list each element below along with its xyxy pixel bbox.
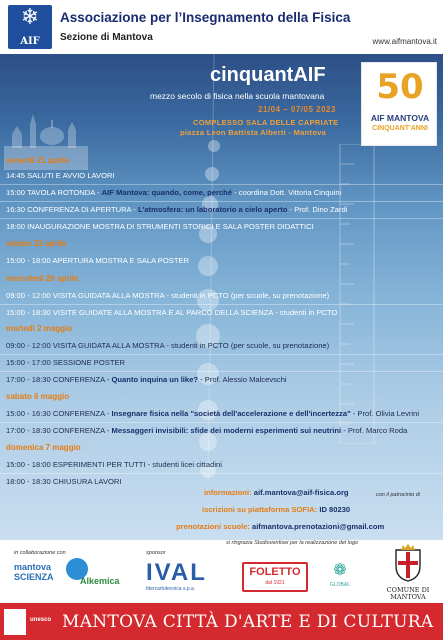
program-item: 15:00 - 18:30 VISITE GUIDATE ALLA MOSTRA E AL PARCO DELLA SCIENZA - studenti in PCTO <box>6 308 338 317</box>
program-item: 14:45 SALUTI E AVVIO LAVORI <box>6 171 115 180</box>
program-item: 17:00 - 18:30 CONFERENZA - Quanto inquina un like? - Prof. Alessio Malcevschi <box>6 375 287 384</box>
program-item: 15:00 - 16:30 CONFERENZA - Insegnare fisica nella "società dell'accelerazione e dell'incertezza" - Prof. Olivia Levrini <box>6 409 420 418</box>
program-item: 15:00 - 18:00 ESPERIMENTI PER TUTTI - studenti licei cittadini <box>6 460 222 469</box>
thanks-text: si ringrazia Studioventisei per la realizzazione del logo <box>226 540 359 546</box>
partners-area <box>0 540 443 603</box>
day-heading: venerdì 21 aprile <box>6 156 70 165</box>
program-item: 15:00 TAVOLA ROTONDA - AIF Mantova: quando, come, perché - coordina Dott. Vittoria Cinquini <box>6 188 342 197</box>
badge-name: AIF MANTOVA <box>370 113 430 123</box>
header <box>0 0 443 54</box>
program-item: 09:00 - 12:00 VISITA GUIDATA ALLA MOSTRA - studenti in PCTO (per scuole, su prenotazione) <box>6 341 330 350</box>
alkemica-logo: Alkemica <box>80 576 120 586</box>
email-link[interactable]: aif.mantova@aif-fisica.org <box>253 488 349 497</box>
program-item: 09:00 - 12:00 VISITA GUIDATA ALLA MOSTRA - studenti in PCTO (per scuole, su prenotazione) <box>6 291 330 300</box>
aif-logo <box>8 5 52 49</box>
org-title: Associazione per l’Insegnamento della Fisica <box>60 10 351 25</box>
badge-number: 50 <box>376 67 424 107</box>
program-item: 15:00 - 18:00 APERTURA MOSTRA E SALA POSTER <box>6 256 190 265</box>
footer-slogan: MANTOVA CITTÀ D'ARTE E DI CULTURA <box>62 612 434 632</box>
day-heading: mercoledì 26 aprile <box>6 274 79 283</box>
program-item: 18:00 - 18:30 CHIUSURA LAVORI <box>6 477 122 486</box>
footer-logos <box>4 607 58 637</box>
anniversary-badge <box>361 62 437 146</box>
unesco-logo: unesco <box>30 617 52 623</box>
aif-logo-text: AIF <box>20 36 40 47</box>
snowflake-icon: ❄ <box>20 5 40 30</box>
school-email-link[interactable]: aifmantova.prenotazioni@gmail.com <box>251 522 385 531</box>
event-dates: 21/04 – 07/05 2023 <box>258 105 336 114</box>
foletto-logo: FOLETTO dal 1921 <box>242 562 308 592</box>
program-panel <box>0 54 443 540</box>
program-item: 15:00 - 17:00 SESSIONE POSTER <box>6 358 126 367</box>
event-title: cinquantAIF <box>210 64 326 86</box>
mantova-shield-icon <box>4 609 26 635</box>
leaf-icon: ❁ <box>333 562 347 579</box>
collab-label: in collaborazione con <box>14 550 66 556</box>
info-schools: prenotazioni scuole: aifmantova.prenotazioni@gmail.com <box>176 522 385 531</box>
program-item: 18:00 INAUGURAZIONE MOSTRA DI STRUMENTI STORICI E SALA POSTER DIDATTICI <box>6 222 314 231</box>
event-venue: COMPLESSO SALA DELLE CAPRIATE <box>193 118 339 127</box>
program-item: 17:00 - 18:30 CONFERENZA - Messaggeri invisibili: sfide dei moderni esperimenti sui neutrini - Prof. Marco Roda <box>6 426 408 435</box>
day-heading: sabato 22 aprile <box>6 239 67 248</box>
event-place: piazza Leon Battista Alberti - Mantova <box>180 128 327 137</box>
ival-logo: IVAL Ittercartotecnica s.p.a. <box>146 559 207 592</box>
info-email: informazioni: aif.mantova@aif-fisica.org <box>204 488 349 497</box>
badge-subtitle: CINQUANT'ANNI <box>372 125 428 132</box>
info-sofia: iscrizioni su piattaforma SOFIA: ID 80230 <box>202 505 351 514</box>
coat-of-arms-icon <box>393 544 423 582</box>
patronage-label: con il patrocinio di <box>376 492 421 498</box>
event-subtitle: mezzo secolo di fisica nella scuola mantovana <box>150 91 325 101</box>
footer-banner <box>0 603 443 640</box>
comune-mantova-logo: COMUNE DI MANTOVA <box>382 544 434 602</box>
website-link[interactable]: www.aifmantova.it <box>372 37 437 46</box>
org-section: Sezione di Mantova <box>60 32 153 43</box>
mantova-scienza-logo: mantova SCIENZA <box>14 562 54 582</box>
day-heading: martedì 2 maggio <box>6 324 73 333</box>
day-heading: sabato 6 maggio <box>6 392 70 401</box>
global-logo: ❁ GLOBAL <box>320 560 360 594</box>
sponsor-label: sponsor <box>146 550 166 556</box>
day-heading: domenica 7 maggio <box>6 443 81 452</box>
program-item: 16:30 CONFERENZA DI APERTURA - L'atmosfera: un laboratorio a cielo aperto - Prof. Dino Zardi <box>6 205 348 214</box>
